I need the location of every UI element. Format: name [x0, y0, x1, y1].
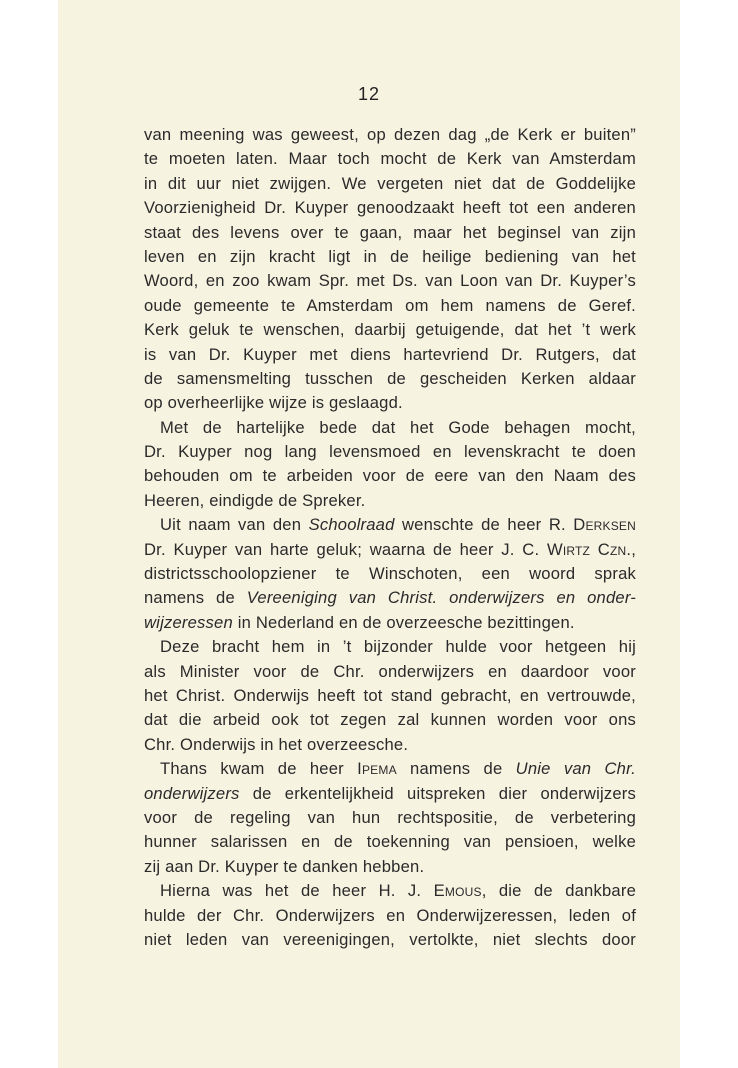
text-line: voor de regeling van hun rechtspositie, de verbetering	[144, 807, 636, 827]
text-line: Dr. Kuyper nog lang levensmoed en levenskracht te doen	[144, 442, 636, 462]
text-run-italic: onderwijzers	[144, 783, 240, 803]
text-line: hulde der Chr. Onderwijzers en Onderwijzeressen, leden of	[144, 905, 636, 925]
body-text	[144, 123, 636, 952]
text-run: in Nederland en de overzeesche bezittingen.	[232, 612, 575, 632]
text-line: de samensmelting tusschen de gescheiden Kerken aldaar	[144, 368, 636, 388]
text-line: Woord, en zoo kwam Spr. met Ds. van Loon van Dr. Kuyper’s	[144, 271, 636, 291]
text-run: de erkentelijkheid uitspreken dier onderwijzers	[239, 783, 636, 803]
text-line: behouden om te arbeiden voor de eere van den Naam des	[144, 466, 636, 486]
text-run-italic: Unie van Chr.	[515, 759, 636, 779]
text-line: districtsschoolopziener te Winschoten, een woord sprak	[144, 564, 636, 584]
page-number: 12	[357, 84, 381, 104]
text-run-italic: wijzeressen	[144, 612, 233, 632]
text-line: oude gemeente te Amsterdam om hem namens de Geref.	[144, 295, 636, 315]
text-line: op overheerlijke wijze is geslaagd.	[144, 393, 403, 413]
text-run: ,	[631, 539, 636, 559]
text-line: zij aan Dr. Kuyper te danken hebben.	[144, 856, 425, 876]
text-run: , die de dankbare	[481, 881, 636, 901]
person-name: Wirtz Czn.	[546, 539, 632, 559]
text-run: Thans kwam de heer	[160, 759, 358, 779]
text-line: als Minister voor de Chr. onderwijzers en daardoor voor	[144, 661, 636, 681]
text-line: leven en zijn kracht ligt in de heilige bediening van het	[144, 246, 636, 266]
text-run: Hierna was het de heer H. J.	[160, 881, 434, 901]
book-page	[58, 0, 680, 1068]
text-line: in dit uur niet zwijgen. We vergeten niet dat de Goddelijke	[144, 173, 636, 193]
text-line: Met de hartelijke bede dat het Gode behagen mocht,	[160, 417, 636, 437]
text-line: Heeren, eindigde de Spreker.	[144, 490, 366, 510]
text-line: staat des levens over te gaan, maar het beginsel van zijn	[144, 222, 636, 242]
person-name: Emous	[433, 881, 482, 901]
text-line: het Christ. Onderwijs heeft tot stand gebracht, en vertrouwde,	[144, 685, 636, 705]
text-line: Chr. Onderwijs in het overzeesche.	[144, 734, 409, 754]
text-run: wenschte de heer R.	[394, 515, 574, 535]
text-line: te moeten laten. Maar toch mocht de Kerk van Amsterdam	[144, 149, 636, 169]
text-run: namens de	[144, 588, 247, 608]
text-line: dat die arbeid ook tot zegen zal kunnen worden voor ons	[144, 710, 636, 730]
text-run-italic: Vereeniging van Christ. onderwijzers en onder-	[246, 588, 636, 608]
text-line: niet leden van vereenigingen, vertolkte, niet slechts door	[144, 929, 636, 949]
text-line	[144, 538, 636, 562]
text-run: namens de	[396, 759, 516, 779]
text-line	[144, 782, 636, 806]
text-line	[144, 757, 636, 781]
text-line: Voorzienigheid Dr. Kuyper genoodzaakt heeft tot een anderen	[144, 198, 636, 218]
text-line	[144, 586, 636, 610]
text-run-italic: Schoolraad	[308, 515, 395, 535]
text-run: Dr. Kuyper van harte geluk; waarna de heer J. C.	[144, 539, 547, 559]
text-line: van meening was geweest, op dezen dag „de Kerk er buiten”	[144, 125, 636, 144]
text-line: hunner salarissen en de toekenning van pensioen, welke	[144, 832, 636, 852]
text-run: Uit naam van den	[160, 515, 309, 535]
text-line	[144, 513, 636, 537]
text-line: Deze bracht hem in ’t bijzonder hulde voor hetgeen hij	[160, 637, 636, 657]
text-line: Kerk geluk te wenschen, daarbij getuigende, dat het ’t werk	[144, 320, 636, 340]
text-line: is van Dr. Kuyper met diens hartevriend Dr. Rutgers, dat	[144, 344, 636, 364]
text-line	[144, 611, 636, 635]
person-name: Ipema	[357, 759, 397, 779]
text-line	[144, 879, 636, 903]
person-name: Derksen	[573, 515, 636, 535]
